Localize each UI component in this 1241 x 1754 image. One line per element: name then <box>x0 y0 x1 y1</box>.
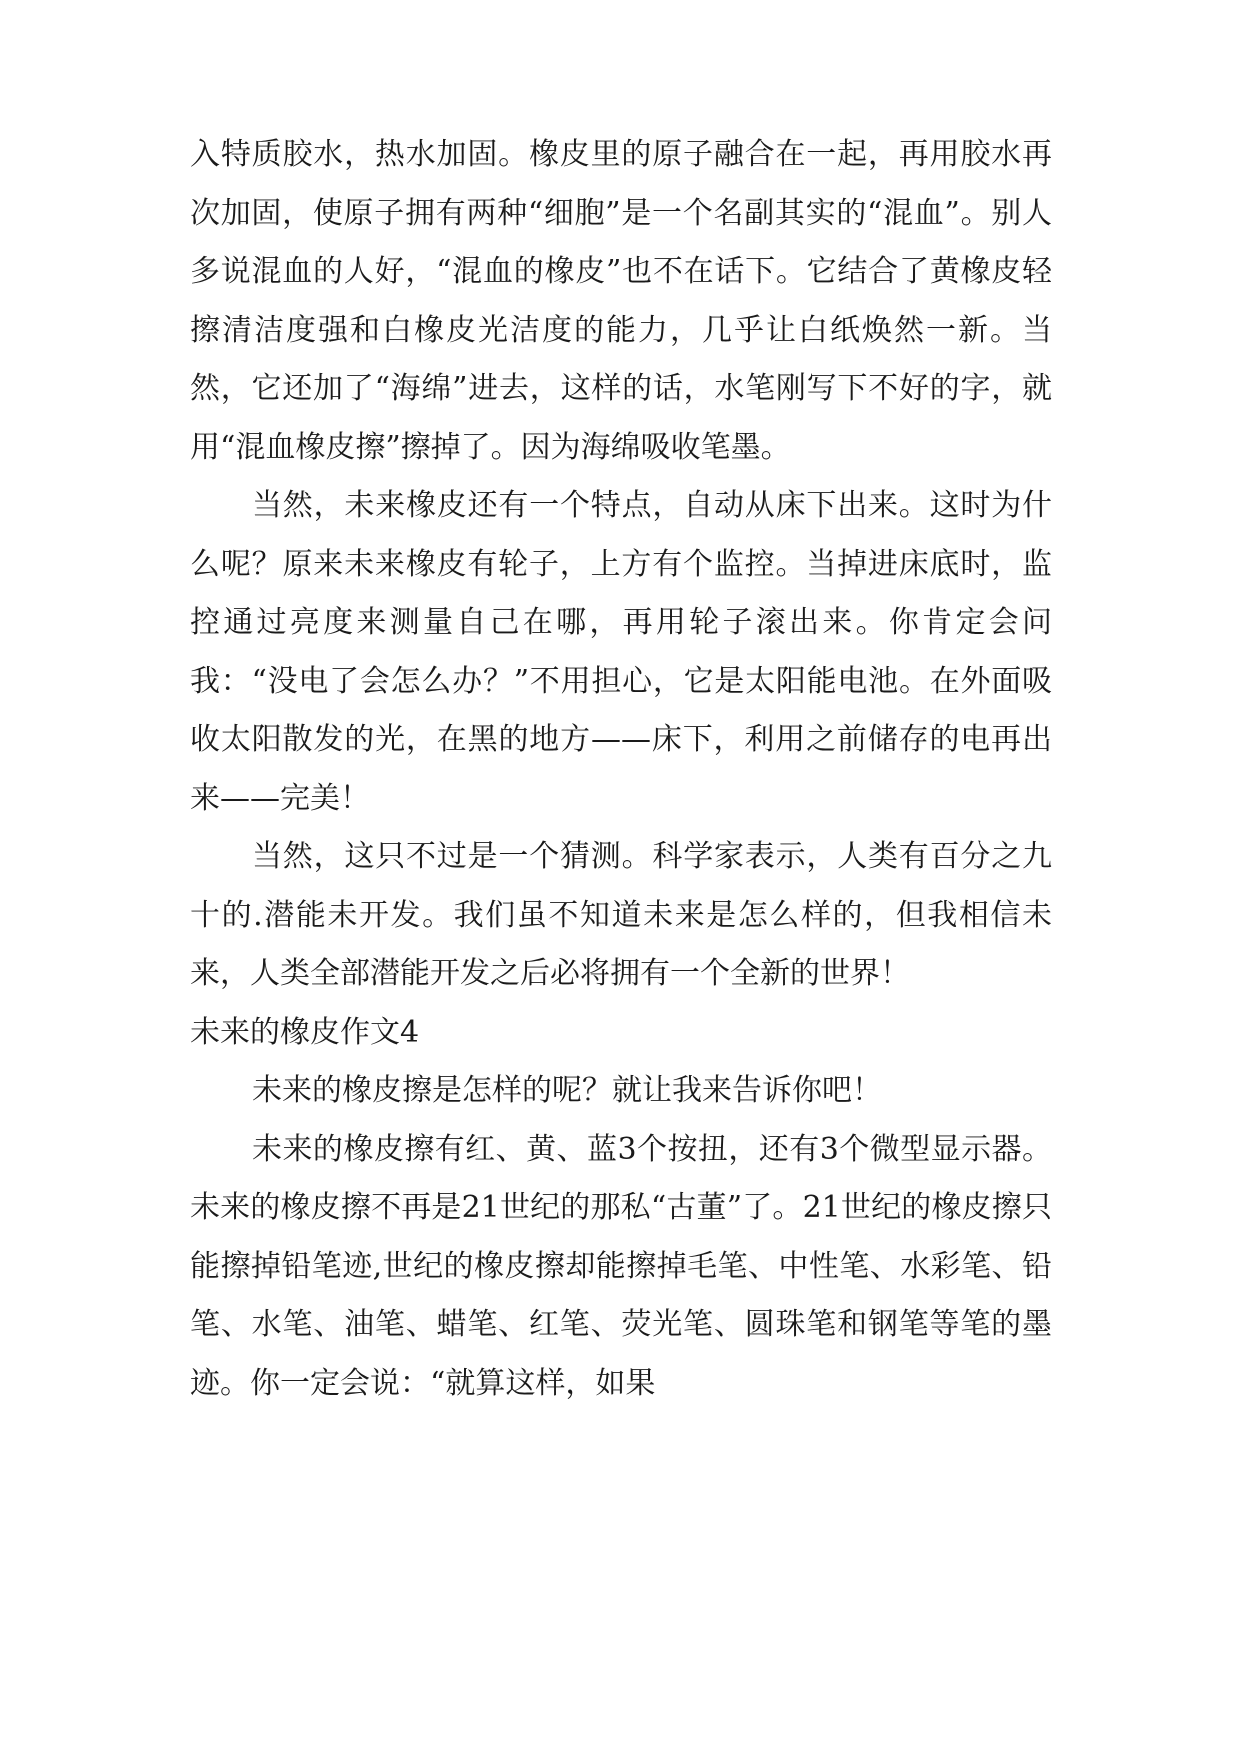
paragraph-conclusion: 当然，这只不过是一个猜测。科学家表示，人类有百分之九十的.潜能未开发。我们虽不知道未来是怎么样的，但我相信未来，人类全部潜能开发之后必将拥有一个全新的世界！ <box>190 839 1052 991</box>
document-body <box>190 126 1052 1413</box>
paragraph-auto-return: 当然，未来橡皮还有一个特点，自动从床下出来。这时为什么呢？原来未来橡皮有轮子，上方有个监控。当掉进床底时，监控通过亮度来测量自己在哪，再用轮子滚出来。你肯定会问我：“没电了会怎么办？”不用担心，它是太阳能电池。在外面吸收太阳散发的光，在黑的地方——床下，利用之前储存的电再出来——完美！ <box>190 488 1052 816</box>
section-title: 未来的橡皮作文4 <box>190 1014 420 1050</box>
paragraph-intro: 未来的橡皮擦是怎样的呢？就让我来告诉你吧！ <box>252 1073 882 1108</box>
paragraph-buttons: 未来的橡皮擦有红、黄、蓝3个按扭，还有3个微型显示器。未来的橡皮擦不再是21世纪的那私“古董”了。21世纪的橡皮擦只能擦掉铅笔迹,世纪的橡皮擦却能擦掉毛笔、中性笔、水彩笔、铅笔、水笔、油笔、蜡笔、红笔、荧光笔、圆珠笔和钢笔等笔的墨迹。你一定会说：“就算这样，如果 <box>190 1131 1052 1401</box>
paragraph-continued: 入特质胶水，热水加固。橡皮里的原子融合在一起，再用胶水再次加固，使原子拥有两种“细胞”是一个名副其实的“混血”。别人多说混血的人好，“混血的橡皮”也不在话下。它结合了黄橡皮轻擦清洁度强和白橡皮光洁度的能力，几乎让白纸焕然一新。当然，它还加了“海绵”进去，这样的话，水笔刚写下不好的字，就用“混血橡皮擦”擦掉了。因为海绵吸收笔墨。 <box>190 137 1052 465</box>
